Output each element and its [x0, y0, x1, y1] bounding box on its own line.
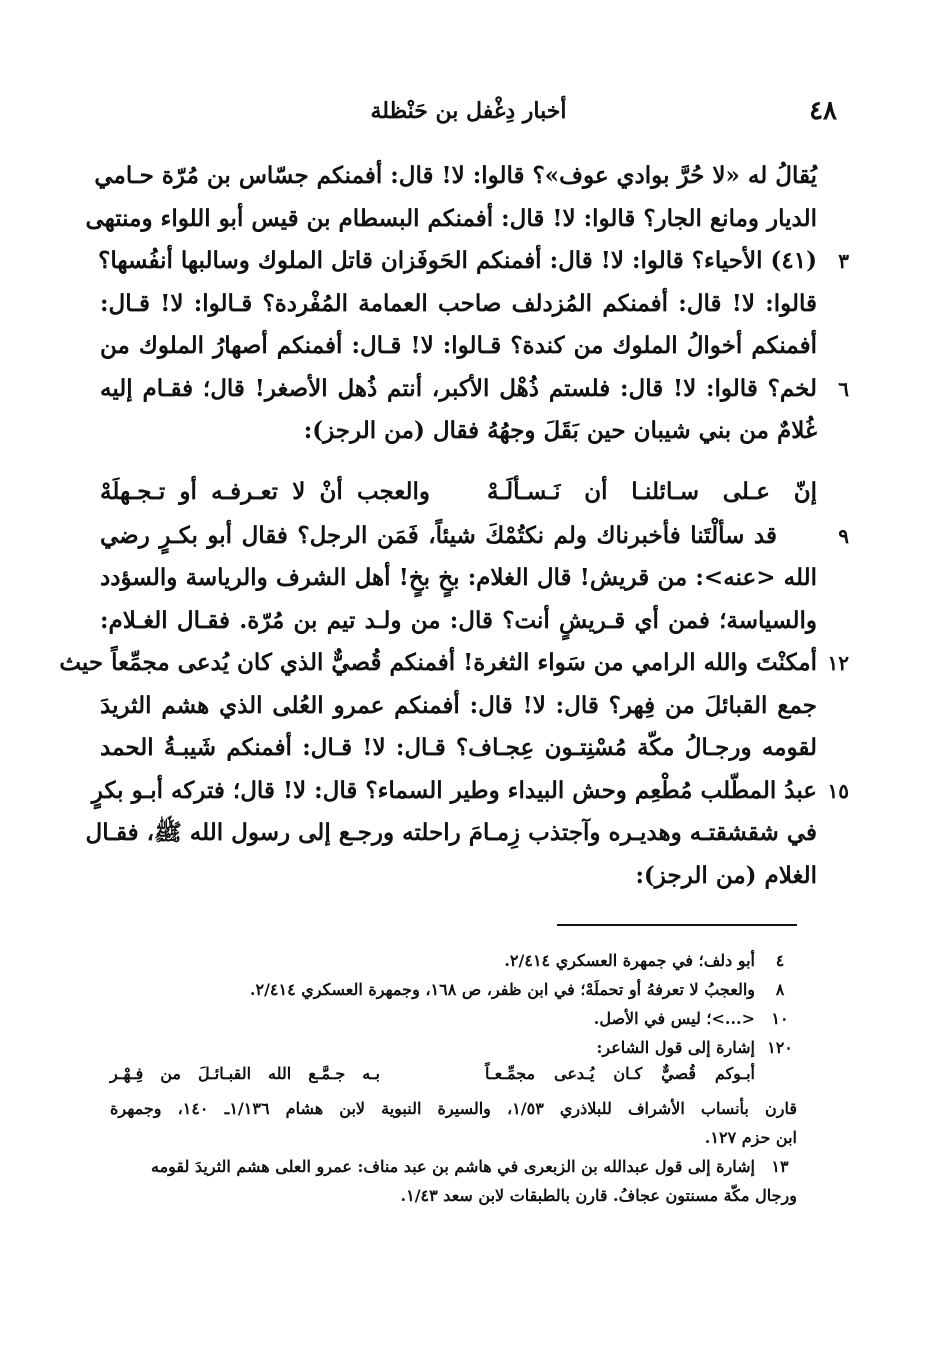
- text-line: [91, 770, 849, 813]
- footnote: [110, 975, 797, 1004]
- text-line: [100, 283, 817, 326]
- line-text: غُلامٌ من بني شيبان حين بَقَلَ وجهُهُ فقال (من الرجز):: [303, 417, 817, 444]
- text-line: [85, 812, 817, 855]
- footnote: [110, 1152, 797, 1181]
- text-line: [100, 557, 817, 600]
- line-number: ٦: [838, 376, 849, 401]
- text-line: [100, 410, 817, 453]
- verse-first-hemistich: إنّ عـلى سـائلنـا أن نَـسـألَـهْ: [487, 477, 817, 505]
- page-header: [100, 96, 837, 136]
- text-line: [98, 240, 849, 283]
- footnote-text: <...>؛ ليس في الأصل.: [593, 1009, 755, 1028]
- line-text: الغلام (من الرجز):: [635, 861, 817, 889]
- line-text: (٤١) الأحياء؟ قالوا: لا! قال: أفمنكم الحَوفَزان قاتل الملوك وسالبها أنفُسها؟: [98, 247, 817, 274]
- footnote-text: إشارة إلى قول عبدالله بن الزبعرى في هاشم بن عبد مناف: عمرو العلى هشم الثريدَ لقومه: [151, 1157, 755, 1176]
- page-number: ٤٨: [809, 96, 837, 126]
- line-text: لخم؟ قالوا: لا! قال: فلستم ذُهْل الأكبر، أنتم ذُهل الأصغر! قال؛ فقـام إليه: [100, 374, 817, 402]
- footnote: [110, 946, 797, 975]
- line-text: والسياسة؛ فمن أي قـريشٍ أنت؟ قال: من ولـد تيم بن مُرّة. فقـال الغـلام:: [100, 606, 817, 634]
- footnotes: [110, 946, 797, 1210]
- footnote-verse: [110, 1062, 797, 1094]
- footnote-text: إشارة إلى قول الشاعر:: [596, 1038, 755, 1057]
- footnote: [110, 1033, 797, 1062]
- line-text: عبدُ المطّلب مُطْعِم وحش البيداء وطير السماء؟ قال: لا! قال؛ فتركه أبـو بكرٍ: [91, 776, 817, 804]
- line-text: قالوا: لا! قال: أفمنكم المُزدلف صاحب العمامة المُفْردة؟ قـالوا: لا! قـال:: [100, 289, 817, 317]
- footnote-continuation: قارن بأنساب الأشراف للبلاذري ١/٥٣، والسيرة النبوية لابن هشام ١/١٣٦ـ ١٤٠، وجمهرة: [110, 1099, 798, 1118]
- line-text: لقومه ورجـالُ مكّة مُسْنِتـون عِجـاف؟ قـال: لا! قـال: أفمنكم شَيبـةُ الحمد: [100, 734, 817, 761]
- verse: [100, 453, 817, 515]
- footnote-number: ٤: [775, 951, 785, 970]
- text-line: [59, 642, 849, 685]
- line-text: الله <عنه>: من قريش! قال الغلام: بخٍ بخٍ! أهل الشرف والرياسة والسؤدد: [100, 564, 817, 591]
- line-text: جمع القبائلَ من فِهر؟ قال: لا! قال: أفمنكم عمرو العُلى الذي هشم الثريدَ: [100, 691, 817, 719]
- footnote: [110, 1004, 797, 1033]
- text-line: [100, 600, 817, 643]
- running-title: أخبار دِغْفل بن حَنْظلة: [370, 98, 567, 124]
- footnote-continuation: ورجال مكّة مسنتون عجافُ. قارن بالطبقات لابن سعد ١/٤٣.: [400, 1186, 797, 1205]
- footnote-separator: [557, 924, 797, 926]
- text-line: [100, 855, 817, 898]
- line-text: يُقالُ له «لا حُرَّ بوادي عوف»؟ قالوا: لا! قال: أفمنكم جسّاس بن مُرّة حـامي: [94, 162, 817, 189]
- footnote-number: ٨: [775, 980, 785, 999]
- line-number: ٣: [838, 249, 849, 273]
- line-text: في شقشقتـه وهديـره وآجتذب زِمـامَ راحلته ورجـع إلى رسول الله ﷺ، فقـال: [85, 819, 817, 846]
- footnote-text: والعجبُ لا تعرفهُ أو تحملَهْ؛ في ابن ظفر، ص ١٦٨، وجمهرة العسكري ٢/٤١٤.: [249, 980, 755, 999]
- footnote-text: أبو دلف؛ في جمهرة العسكري ٢/٤١٤.: [504, 951, 755, 970]
- footnote-number: ١٠: [771, 1009, 789, 1028]
- footnote-number: ١٢٠: [767, 1038, 793, 1057]
- text-line: [100, 325, 817, 368]
- text-line: [100, 515, 849, 558]
- line-text: أفمنكم أخوالُ الملوك من كندة؟ قـالوا: لا! قـال: أفمنكم أصهارُ الملوك من: [100, 332, 817, 359]
- text-line: [100, 685, 817, 728]
- verse-second-hemistich: والعجب أنْ لا تعـرفـه أو تـجـهلَهْ: [100, 477, 430, 505]
- line-number: ١٢: [827, 651, 849, 675]
- text-line: [100, 368, 849, 411]
- main-text: [59, 155, 849, 897]
- text-line: [94, 155, 817, 198]
- line-text: الديار ومانع الجار؟ قالوا: لا! قال: أفمنكم البسطام بن قيس أبو اللواء ومنتهى: [85, 204, 817, 232]
- footnote-continuation: ابن حزم ١٢٧.: [704, 1128, 797, 1147]
- line-number: ١٥: [827, 778, 849, 803]
- text-line: [100, 727, 817, 770]
- footnote-verse-second: بـه جـمَّـع الله القبـائـلَ من فِـهْـر: [110, 1064, 380, 1083]
- text-line: [85, 198, 817, 241]
- line-text: قد سألْتَنا فأخبرناك ولم نكتُمْكَ شيئاً، فَمَن الرجل؟ فقال أبو بكـرٍ رضي: [100, 521, 777, 549]
- line-number: ٩: [838, 523, 849, 548]
- line-text: أمكنْتَ والله الرامي من سَواء الثغرة! أفمنكم قُصيٌّ الذي كان يُدعى مجمِّعاً حيث: [59, 649, 817, 676]
- footnote-verse-first: أبـوكم قُصيٌّ كـان يُـدعى مجمِّـعـاً: [485, 1064, 755, 1083]
- footnote-number: ١٣: [771, 1157, 789, 1176]
